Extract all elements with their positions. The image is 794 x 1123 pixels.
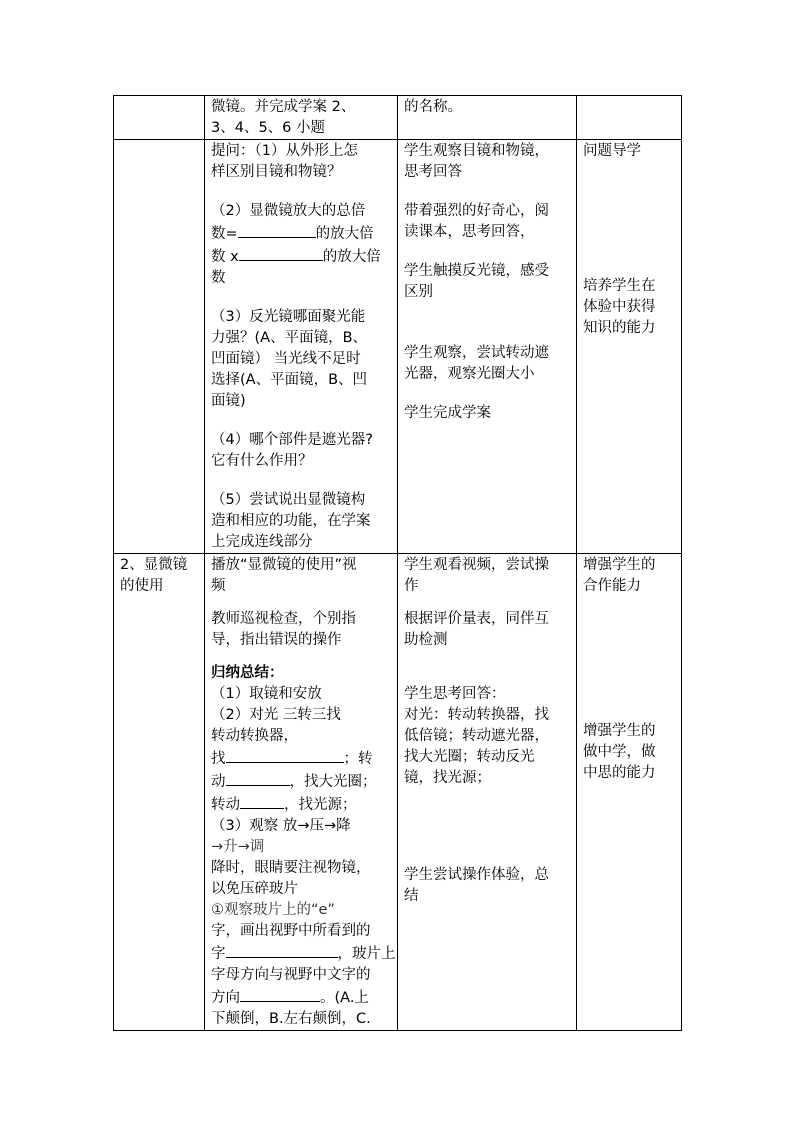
student-activity-line: 助检测: [404, 632, 448, 648]
design-intent-line: 增强学生的: [583, 557, 656, 573]
teacher-activity-line: 导，指出错误的操作: [211, 632, 342, 648]
question-3-line: 选择(A、平面镜，B、凹: [211, 372, 368, 388]
design-intent-line: 做中学，做: [583, 744, 656, 760]
student-activity-line: 根据评价量表，同伴互: [404, 611, 549, 627]
student-activity-line: 读课本，思考回答，: [404, 224, 535, 240]
teacher-activity-line: 频: [211, 578, 226, 594]
student-activity-line: 镜，找光源；: [404, 770, 491, 786]
question-3-line: 力强？(A、平面镜，B、: [211, 330, 368, 346]
cell-r1-c2: [205, 96, 398, 140]
summary-heading: 归纳总结：: [211, 665, 284, 681]
student-activity-line: 对光：转动转换器，找: [404, 707, 549, 723]
question-3-line: 面镜): [211, 393, 246, 409]
student-activity-line: 学生尝试操作体验，总: [404, 867, 549, 883]
design-intent-line: 合作能力: [583, 578, 641, 594]
section-title-line: 2、显微镜: [120, 557, 188, 573]
table-row: [114, 554, 682, 1031]
question-3-line: （3）反光镜哪面聚光能: [211, 309, 366, 325]
summary-line: 下颠倒，B.左右颠倒，C.: [211, 1011, 371, 1027]
cell-r3-c4: [577, 554, 682, 1031]
student-activity-line: 区别: [404, 284, 433, 300]
summary-line: 转动 ，找光源；: [211, 793, 392, 816]
student-activity-line: 思考回答: [404, 164, 462, 180]
cell-r1-c4: [577, 96, 682, 140]
student-activity-line: 低倍镜；转动遮光器，: [404, 728, 549, 744]
question-4-line: 它有什么作用？: [211, 453, 313, 469]
question-5-line: 上完成连线部分: [211, 534, 313, 550]
summary-line: 转动转换器，: [211, 728, 298, 744]
summary-line: 字母方向与视野中文字的: [211, 967, 371, 983]
teacher-activity-line: 教师巡视检查，个别指: [211, 611, 356, 627]
cell-r2-c2: [205, 140, 398, 554]
summary-line: 字 ，玻片上: [211, 942, 392, 965]
summary-line: 方向 。(A.上: [211, 986, 392, 1009]
summary-line: 找 ；转: [211, 747, 392, 770]
student-activity-line: 学生观察目镜和物镜，: [404, 143, 549, 159]
question-4-line: （4）哪个部件是遮光器?: [211, 432, 373, 448]
text-line: 微镜。并完成学案 2、: [211, 99, 356, 115]
cell-r1-c3: [398, 96, 577, 140]
design-intent-line: 中思的能力: [583, 765, 656, 781]
student-activity-line: 学生观察，尝试转动遮: [404, 345, 549, 361]
summary-line: 动 ，找大光圈；: [211, 770, 392, 793]
summary-line: 字，画出视野中所看到的: [211, 923, 371, 939]
summary-line: （3）观察 放→压→降: [211, 818, 351, 834]
fill-blank: [240, 793, 284, 809]
table-row: [114, 96, 682, 140]
student-activity-line: 学生观看视频，尝试操: [404, 557, 549, 573]
question-1-line: 提问：（1）从外形上怎: [211, 143, 358, 159]
student-activity-line: 作: [404, 578, 419, 594]
student-activity-line: 找大光圈；转动反光: [404, 749, 535, 765]
teacher-activity-line: 播放“显微镜的使用”视: [211, 557, 357, 573]
design-intent-line: 问题导学: [583, 143, 641, 159]
student-activity-line: 带着强烈的好奇心，阅: [404, 203, 549, 219]
text-line: 3、4、5、6 小题: [211, 120, 326, 136]
cell-r3-c2: [205, 554, 398, 1031]
question-5-line: （5）尝试说出显微镜构: [211, 492, 366, 508]
question-2-line: 数= 的放大倍: [211, 222, 392, 245]
fill-blank: [226, 942, 338, 958]
student-activity-line: 学生完成学案: [404, 405, 491, 421]
cell-r3-c3: [398, 554, 577, 1031]
text-line: 的名称。: [404, 99, 462, 115]
design-intent-line: 体验中获得: [583, 299, 656, 315]
cell-r3-c1: [114, 554, 205, 1031]
cell-r2-c3: [398, 140, 577, 554]
design-intent-line: 培养学生在: [583, 278, 656, 294]
summary-line: 降时，眼睛要注视物镜，: [211, 860, 371, 876]
cell-r2-c1: [114, 140, 205, 554]
student-activity-line: 结: [404, 888, 419, 904]
fill-blank: [226, 770, 290, 786]
summary-line: （1）取镜和安放: [211, 686, 322, 702]
student-activity-line: 光器，观察光圈大小: [404, 366, 535, 382]
section-title-line: 的使用: [120, 578, 164, 594]
question-5-line: 造和相应的功能，在学案: [211, 513, 371, 529]
design-intent-line: 增强学生的: [583, 723, 656, 739]
question-1-line: 样区别目镜和物镜？: [211, 164, 342, 180]
question-2-line: 数: [211, 270, 226, 286]
question-3-line: 凹面镜） 当光线不足时: [211, 351, 361, 367]
student-activity-line: 学生思考回答：: [404, 686, 506, 702]
fill-blank: [239, 245, 323, 261]
summary-line: ①观察玻片上的“e”: [211, 902, 335, 918]
fill-blank: [240, 986, 320, 1002]
design-intent-line: 知识的能力: [583, 320, 656, 336]
question-2-line: （2）显微镜放大的总倍: [211, 203, 366, 219]
summary-line: →升→调: [211, 839, 265, 855]
summary-line: （2）对光 三转三找: [211, 707, 341, 723]
table-row: [114, 140, 682, 554]
fill-blank: [238, 222, 316, 238]
lesson-plan-table: [113, 95, 682, 1031]
cell-r2-c4: [577, 140, 682, 554]
summary-line: 以免压碎玻片: [211, 881, 298, 897]
cell-r1-c1: [114, 96, 205, 140]
student-activity-line: 学生触摸反光镜，感受: [404, 263, 549, 279]
question-2-line: 数 x 的放大倍: [211, 245, 392, 268]
fill-blank: [226, 747, 344, 763]
